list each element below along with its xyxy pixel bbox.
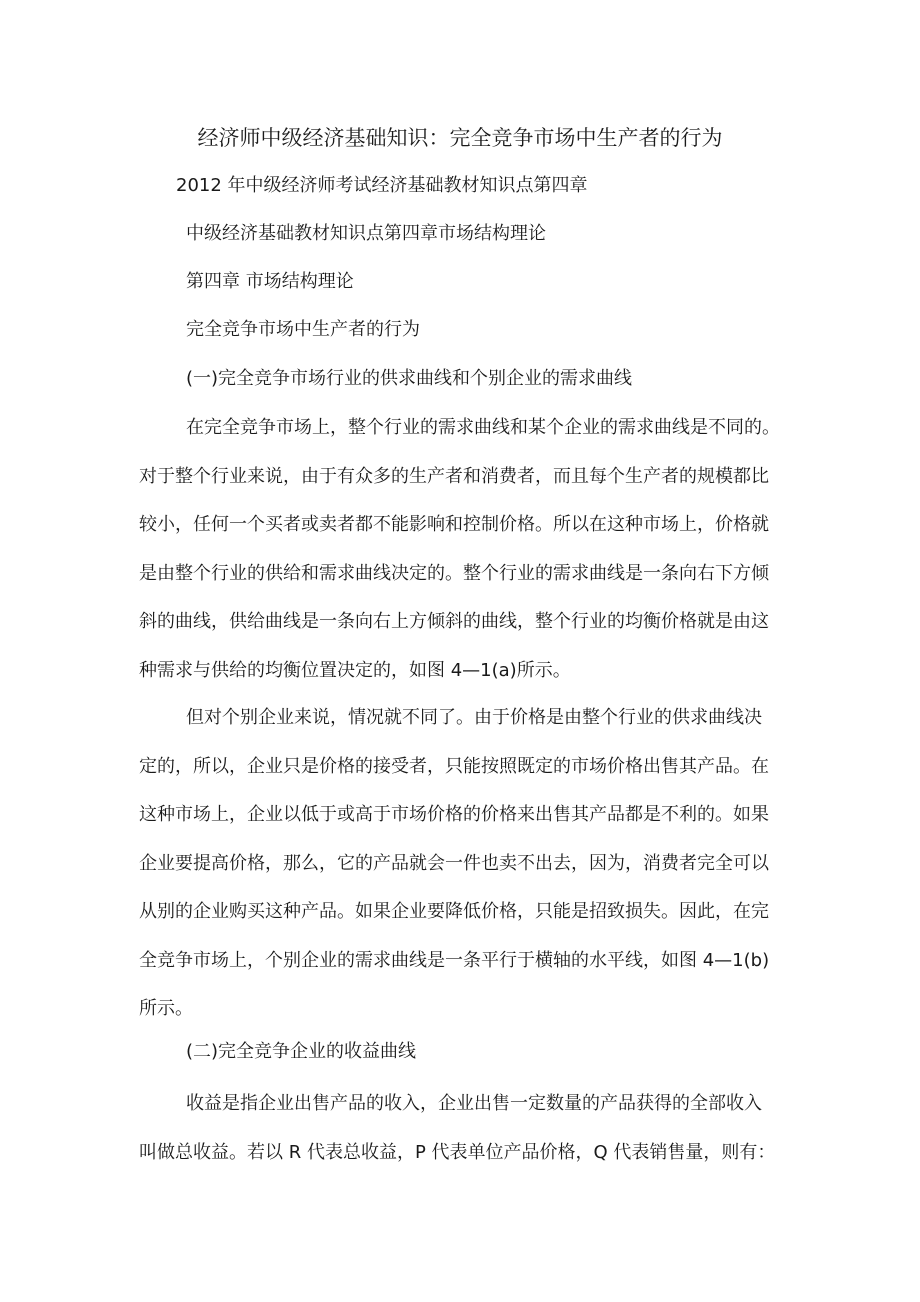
page-title: 经济师中级经济基础知识：完全竞争市场中生产者的行为 [197, 126, 723, 150]
paragraph-line: 较小，任何一个买者或卖者都不能影响和控制价格。所以在这种市场上，价格就 [139, 514, 769, 535]
paragraph-line: 但对个别企业来说，情况就不同了。由于价格是由整个行业的供求曲线决 [186, 707, 762, 728]
paragraph-line: 所示。 [139, 998, 193, 1019]
paragraph-line: 定的，所以，企业只是价格的接受者，只能按照既定的市场价格出售其产品。在 [139, 755, 769, 777]
paragraph-firm-demand [139, 694, 787, 1034]
paragraph-line: 叫做总收益。若以 R 代表总收益，P 代表单位产品价格，Q 代表销售量，则有： [139, 1141, 776, 1163]
paragraph-line: 种需求与供给的均衡位置决定的，如图 4—1(a)所示。 [139, 659, 571, 681]
heading-chapter: 第四章 市场结构理论 [186, 271, 354, 292]
heading-section: 完全竞争市场中生产者的行为 [186, 319, 420, 340]
paragraph-market-demand [139, 404, 787, 695]
heading-part-2: (二)完全竞争企业的收益曲线 [186, 1041, 417, 1062]
paragraph-line: 收益是指企业出售产品的收入，企业出售一定数量的产品获得的全部收入 [186, 1093, 762, 1114]
paragraph-line: 是由整个行业的供给和需求曲线决定的。整个行业的需求曲线是一条向右下方倾 [139, 562, 769, 584]
document-subtitle: 2012 年中级经济师考试经济基础教材知识点第四章 [176, 175, 588, 196]
paragraph-line: 在完全竞争市场上，整个行业的需求曲线和某个企业的需求曲线是不同的。 [186, 417, 780, 438]
paragraph-line: 全竞争市场上，个别企业的需求曲线是一条平行于横轴的水平线，如图 4—1(b) [139, 949, 770, 971]
paragraph-line: 从别的企业购买这种产品。如果企业要降低价格，只能是招致损失。因此，在完 [139, 901, 769, 922]
paragraph-line: 斜的曲线，供给曲线是一条向右上方倾斜的曲线，整个行业的均衡价格就是由这 [139, 611, 769, 632]
heading-part-1: (一)完全竞争市场行业的供求曲线和个别企业的需求曲线 [186, 368, 633, 389]
paragraph-line: 这种市场上，企业以低于或高于市场价格的价格来出售其产品都是不利的。如果 [139, 804, 769, 825]
heading-textbook: 中级经济基础教材知识点第四章市场结构理论 [186, 223, 546, 244]
paragraph-revenue [139, 1080, 787, 1177]
paragraph-line: 对于整个行业来说，由于有众多的生产者和消费者，而且每个生产者的规模都比 [139, 465, 769, 487]
paragraph-line: 企业要提高价格，那么，它的产品就会一件也卖不出去，因为，消费者完全可以 [139, 852, 769, 874]
